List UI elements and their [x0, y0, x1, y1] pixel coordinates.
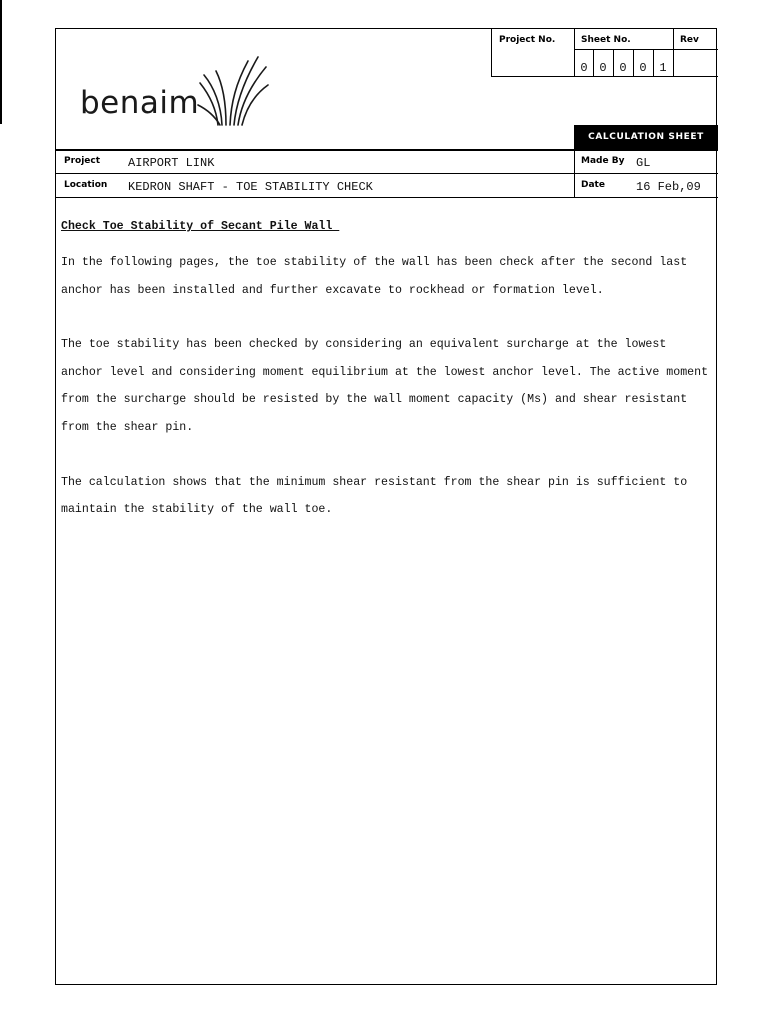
benaim-grass-logo-icon [196, 53, 272, 129]
section-heading: Check Toe Stability of Secant Pile Wall [61, 220, 340, 233]
sheet-digit: 0 [599, 61, 607, 75]
sheet-digit: 0 [580, 61, 588, 75]
page-edge-mark [0, 0, 2, 124]
sheet-digit: 0 [619, 61, 627, 75]
calculation-sheet [55, 28, 717, 985]
calculation-body [61, 219, 711, 551]
divider [56, 149, 718, 151]
digit-divider [633, 49, 634, 77]
sheet-no-label: Sheet No. [581, 35, 631, 45]
made-by-value: GL [636, 156, 651, 170]
calculation-sheet-badge: CALCULATION SHEET [574, 125, 718, 149]
divider [491, 76, 718, 77]
rev-label: Rev [680, 35, 699, 45]
digit-divider [653, 49, 654, 77]
location-value: KEDRON SHAFT - TOE STABILITY CHECK [128, 180, 373, 194]
sheet-digit: 0 [639, 61, 647, 75]
made-by-label: Made By [581, 156, 625, 166]
benaim-logo-text: benaim [80, 85, 200, 121]
location-label: Location [64, 180, 108, 190]
digit-divider [613, 49, 614, 77]
paragraph: In the following pages, the toe stability of the wall has been check after the second last anchor has been installed and further excavate to rockhead or formation level. [61, 256, 688, 297]
sheet-digit: 1 [659, 61, 667, 75]
project-no-label: Project No. [499, 35, 556, 45]
date-label: Date [581, 180, 605, 190]
paragraph: The toe stability has been checked by considering an equivalent surcharge at the lowest anchor level and considering moment equilibrium at the lowest anchor level. The active moment from the surcharge should be resisted by the wall moment capacity (Ms) and shear resistant from the shear pin. [61, 338, 709, 434]
divider [56, 173, 718, 174]
divider [673, 29, 674, 77]
digit-divider [593, 49, 594, 77]
divider [574, 149, 575, 197]
divider [574, 29, 575, 77]
paragraph: The calculation shows that the minimum shear resistant from the shear pin is sufficient to maintain the stability of the wall toe. [61, 475, 688, 517]
divider [491, 29, 492, 77]
project-label: Project [64, 156, 101, 166]
date-value: 16 Feb,09 [636, 180, 701, 194]
divider [56, 197, 718, 198]
divider [574, 49, 718, 50]
project-value: AIRPORT LINK [128, 156, 215, 170]
